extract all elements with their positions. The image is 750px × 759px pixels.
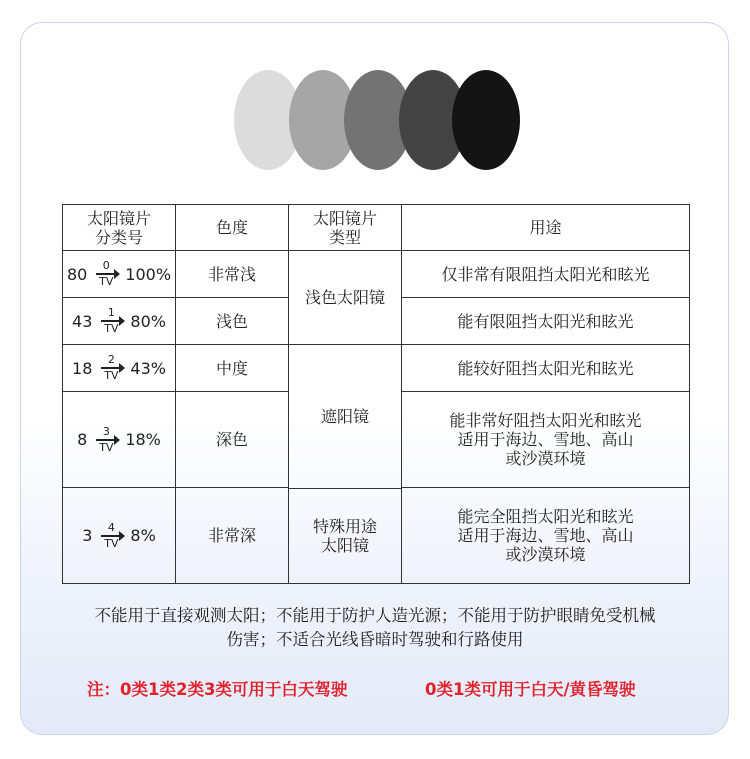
tv-label: TV — [104, 322, 119, 335]
header-lens-type-line2: 类型 — [328, 227, 361, 247]
lens-type-cell — [289, 345, 402, 584]
usage-cell — [402, 392, 690, 488]
driving-note — [20, 676, 729, 700]
tint-cell: 非常深 — [176, 488, 289, 584]
lens-type-label: 浅色太阳镜 — [304, 288, 385, 307]
transmittance-to: 80% — [130, 311, 166, 331]
class-cell — [63, 392, 176, 488]
usage-line: 适用于海边、雪地、高山 — [457, 430, 634, 450]
header-class-number — [63, 205, 176, 251]
table-row — [63, 345, 690, 392]
header-usage — [402, 205, 690, 251]
header-usage-label: 用途 — [529, 218, 562, 237]
class-cell — [63, 251, 176, 298]
class-cell — [63, 298, 176, 345]
tint-cell: 非常浅 — [176, 251, 289, 298]
arrow-right-icon — [98, 354, 124, 382]
transmittance-from: 8 — [77, 430, 88, 450]
class-cell — [63, 345, 176, 392]
usage-cell — [402, 488, 690, 584]
table-header-row — [63, 205, 690, 251]
tint-cell: 深色 — [176, 392, 289, 488]
class-number: 4 — [107, 520, 115, 534]
tint-cell: 浅色 — [176, 298, 289, 345]
lens-type-cell — [289, 251, 402, 345]
tv-label: TV — [104, 369, 119, 383]
class-number: 3 — [102, 424, 110, 438]
header-lens-type — [289, 205, 402, 251]
lens-type-label: 遮阳镜 — [320, 407, 369, 426]
usage-line: 能有限阻挡太阳光和眩光 — [457, 311, 634, 331]
usage-cell — [402, 251, 690, 298]
lens-type-label-line2: 太阳镜 — [320, 536, 369, 555]
transmittance-from: 43 — [72, 311, 93, 331]
transmittance-from: 80 — [66, 264, 88, 284]
driving-note-left: 注：0类1类2类3类可用于白天驾驶 — [87, 680, 348, 699]
arrow-right-icon — [93, 426, 119, 454]
usage-cell — [402, 298, 690, 345]
tv-label: TV — [99, 275, 114, 288]
tv-label: TV — [104, 536, 119, 550]
transmittance-from: 3 — [82, 526, 93, 546]
usage-line: 适用于海边、雪地、高山 — [457, 526, 634, 546]
lens-tint-samples — [234, 70, 524, 170]
tint-cell: 中度 — [176, 345, 289, 392]
header-class-number-line1: 太阳镜片 — [86, 208, 151, 228]
header-tint — [176, 205, 289, 251]
class-number: 2 — [107, 353, 115, 367]
transmittance-to: 43% — [130, 358, 166, 378]
class-number: 0 — [102, 259, 110, 272]
transmittance-to: 8% — [130, 526, 156, 546]
header-tint-label: 色度 — [215, 218, 248, 237]
transmittance-from: 18 — [72, 358, 93, 378]
arrow-right-icon — [93, 260, 119, 288]
class-cell — [63, 488, 176, 584]
arrow-right-icon — [98, 307, 124, 335]
class-number: 1 — [107, 306, 115, 319]
usage-line: 能较好阻挡太阳光和眩光 — [457, 358, 634, 378]
usage-line: 仅非常有限阻挡太阳光和眩光 — [441, 264, 650, 284]
usage-line: 或沙漠环境 — [505, 545, 586, 565]
header-lens-type-line1: 太阳镜片 — [312, 208, 377, 228]
transmittance-to: 100% — [125, 264, 172, 284]
tv-label: TV — [99, 440, 114, 454]
header-class-number-line2: 分类号 — [94, 227, 143, 247]
table-row — [63, 251, 690, 298]
usage-line: 或沙漠环境 — [505, 449, 586, 469]
lens-sample-4 — [452, 70, 520, 170]
driving-note-right: 0类1类可用于白天/黄昏驾驶 — [425, 680, 636, 699]
usage-cell — [402, 345, 690, 392]
warning-text — [40, 604, 710, 652]
warning-line1: 不能用于直接观测太阳；不能用于防护人造光源；不能用于防护眼睛免受机械 — [94, 606, 656, 625]
usage-line: 能完全阻挡太阳光和眩光 — [457, 507, 634, 527]
usage-line: 能非常好阻挡太阳光和眩光 — [449, 411, 642, 431]
lens-type-label-line1: 特殊用途 — [312, 517, 377, 536]
arrow-right-icon — [98, 522, 124, 550]
sunglass-classification-table — [62, 204, 690, 584]
warning-line2: 伤害；不适合光线昏暗时驾驶和行路使用 — [226, 630, 524, 649]
transmittance-to: 18% — [125, 430, 161, 450]
